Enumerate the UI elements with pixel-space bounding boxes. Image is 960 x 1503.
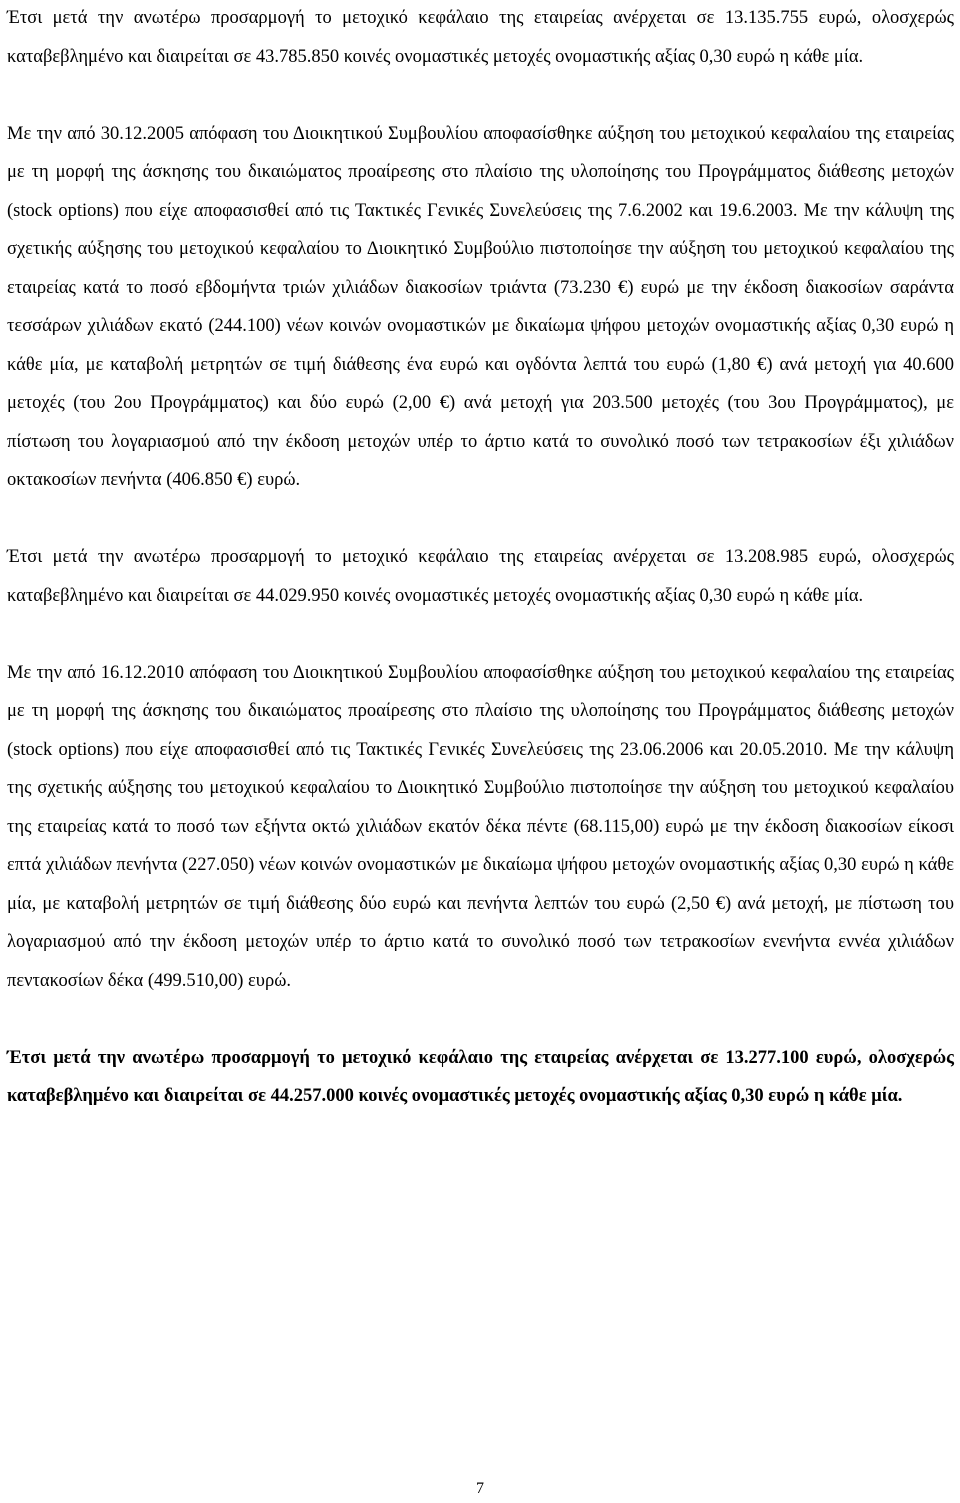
- document-page: [7, 0, 954, 1116]
- paragraph-decision-16-12-2010: Με την από 16.12.2010 απόφαση του Διοικητικού Συμβουλίου αποφασίσθηκε αύξηση του μετοχικού κεφαλαίου της εταιρείας με τη μορφή της άσκησης του δικαιώματος προαίρεσης στο πλαίσιο της υλοποίησης του Προγράμματος διάθεσης μετοχών (stock options) που είχε αποφασισθεί από τις Τακτικές Γενικές Συνελεύσεις της 23.06.2006 και 20.05.2010. Με την κάλυψη της σχετικής αύξησης του μετοχικού κεφαλαίου το Διοικητικό Συμβούλιο πιστοποίησε την αύξηση του μετοχικού κεφαλαίου της εταιρείας κατά το ποσό των εξήντα οκτώ χιλιάδων εκατόν δέκα πέντε (68.115,00) ευρώ με την έκδοση διακοσίων είκοσι επτά χιλιάδων πενήντα (227.050) νέων κοινών ονομαστικών με δικαίωμα ψήφου μετοχών ονομαστικής αξίας 0,30 ευρώ η κάθε μία, με καταβολή μετρητών σε τιμή διάθεσης δύο ευρώ και πενήντα λεπτών του ευρώ (2,50 €) ανά μετοχή, με πίστωση του λογαριασμού από την έκδοση μετοχών υπέρ το άρτιο κατά το συνολικό ποσό των τετρακοσίων ενενήντα εννέα χιλιάδων πεντακοσίων δέκα (499.510,00) ευρώ.: [7, 662, 954, 991]
- paragraph-capital-13277100: Έτσι μετά την ανωτέρω προσαρμογή το μετοχικό κεφάλαιο της εταιρείας ανέρχεται σε 13.277.100 ευρώ, ολοσχερώς καταβεβλημένο και διαιρείται σε 44.257.000 κοινές ονομαστικές μετοχές ονομαστικής αξίας 0,30 ευρώ η κάθε μία.: [7, 1047, 954, 1106]
- paragraph-capital-13208985: Έτσι μετά την ανωτέρω προσαρμογή το μετοχικό κεφάλαιο της εταιρείας ανέρχεται σε 13.208.985 ευρώ, ολοσχερώς καταβεβλημένο και διαιρείται σε 44.029.950 κοινές ονομαστικές μετοχές ονομαστικής αξίας 0,30 ευρώ η κάθε μία.: [7, 547, 954, 606]
- paragraph-decision-30-12-2005: Με την από 30.12.2005 απόφαση του Διοικητικού Συμβουλίου αποφασίσθηκε αύξηση του μετοχικού κεφαλαίου της εταιρείας με τη μορφή της άσκησης του δικαιώματος προαίρεσης στο πλαίσιο της υλοποίησης του Προγράμματος διάθεσης μετοχών (stock options) που είχε αποφασισθεί από τις Τακτικές Γενικές Συνελεύσεις της 7.6.2002 και 19.6.2003. Με την κάλυψη της σχετικής αύξησης του μετοχικού κεφαλαίου το Διοικητικό Συμβούλιο πιστοποίησε την αύξηση του μετοχικού κεφαλαίου της εταιρείας κατά το ποσό εβδομήντα τριών χιλιάδων διακοσίων τριάντα (73.230 €) ευρώ με την έκδοση διακοσίων σαράντα τεσσάρων χιλιάδων εκατό (244.100) νέων κοινών ονομαστικών με δικαίωμα ψήφου μετοχών ονομαστικής αξίας 0,30 ευρώ η κάθε μία, με καταβολή μετρητών σε τιμή διάθεσης ένα ευρώ και ογδόντα λεπτά του ευρώ (1,80 €) ανά μετοχή για 40.600 μετοχές (του 2ου Προγράμματος) και δύο ευρώ (2,00 €) ανά μετοχή για 203.500 μετοχές (του 3ου Προγράμματος), με πίστωση του λογαριασμού από την έκδοση μετοχών υπέρ το άρτιο κατά το συνολικό ποσό των τετρακοσίων έξι χιλιάδων οκτακοσίων πενήντα (406.850 €) ευρώ.: [7, 123, 954, 490]
- page-number: 7: [476, 1480, 484, 1497]
- paragraph-capital-13135755: Έτσι μετά την ανωτέρω προσαρμογή το μετοχικό κεφάλαιο της εταιρείας ανέρχεται σε 13.135.755 ευρώ, ολοσχερώς καταβεβλημένο και διαιρείται σε 43.785.850 κοινές ονομαστικές μετοχές ονομαστικής αξίας 0,30 ευρώ η κάθε μία.: [7, 8, 954, 67]
